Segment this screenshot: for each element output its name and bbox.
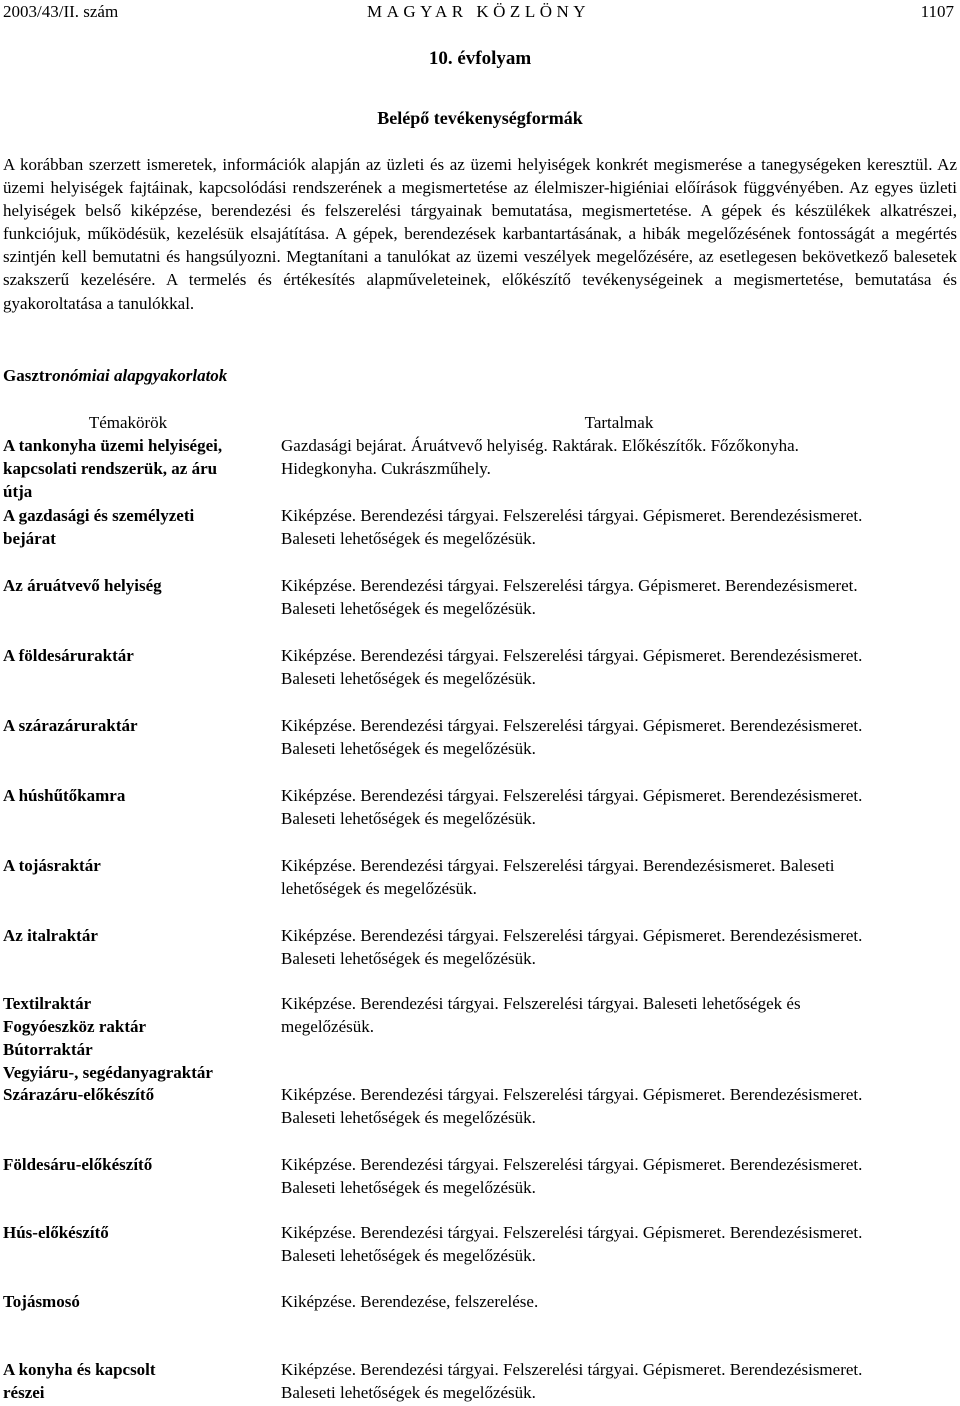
- column-header-contents: Tartalmak: [584, 413, 654, 432]
- content-line: megelőzésük.: [281, 1017, 374, 1036]
- topic-line: bejárat: [3, 529, 56, 548]
- row-content: [281, 1083, 957, 1129]
- row-content: [281, 784, 957, 830]
- row-topic: [3, 1153, 258, 1176]
- year-title: 10. évfolyam: [428, 48, 532, 69]
- content-line: Baleseti lehetőségek és megelőzésük.: [281, 1178, 536, 1197]
- row-content: [281, 992, 957, 1038]
- page-header: [3, 2, 954, 24]
- content-line: Kiképzése. Berendezési tárgyai. Felszerelési tárgyai. Gépismeret. Berendezésismeret.: [281, 1360, 863, 1379]
- row-content: [281, 504, 957, 550]
- row-content: [281, 854, 957, 900]
- topic-line: kapcsolati rendszerük, az áru: [3, 459, 218, 478]
- row-content: [281, 714, 957, 760]
- content-line: Kiképzése. Berendezési tárgyai. Felszerelési tárgyai. Gépismeret. Berendezésismeret.: [281, 1155, 863, 1174]
- row-topic: [3, 434, 258, 503]
- topic-line: Bútorraktár: [3, 1040, 93, 1059]
- topic-line: Tojásmosó: [3, 1292, 80, 1311]
- row-topic: [3, 1290, 258, 1313]
- content-line: Baleseti lehetőségek és megelőzésük.: [281, 529, 536, 548]
- topic-line: A földesáruraktár: [3, 646, 134, 665]
- content-line: Baleseti lehetőségek és megelőzésük.: [281, 1108, 536, 1127]
- content-line: Kiképzése. Berendezési tárgyai. Felszerelési tárgyai. Berendezésismeret. Baleseti: [281, 856, 835, 875]
- content-line: Baleseti lehetőségek és megelőzésük.: [281, 599, 536, 618]
- content-line: Hidegkonyha. Cukrászműhely.: [281, 459, 491, 478]
- row-topic: [3, 504, 258, 550]
- intro-paragraph: A korábban szerzett ismeretek, információk alapján az üzleti és az üzemi helyiségek konkrét megismerése a tanegységeken keresztül. Az üzemi helyiségek fajtáinak, kapcsolódási rendszerének a megismertetése az élelmiszer-higiéniai előírások függvényében. Az egyes üzleti helyiségek belső kiképzése, berendezési és felszerelési tárgyainak bemutatása, megismertetése. A gépek és készülékek alkatrészei, funkciójuk, működésük, kezelésük elsajátítása. A gépek, berendezések karbantartásának, a hibák megelőzésének fontosságát a megértés szintjén kell bemutatni és hangsúlyozni. Megtanítani a tanulókat az üzemi veszélyek megelőzésére, az esetlegesen bekövetkező balesetek szakszerű kezelésére. A termelés és értékesítés alapműveleteinek, előkészítő tevékenységeinek a megismertetése, bemutatása és gyakoroltatása a tanulókkal.: [3, 155, 957, 313]
- content-line: Baleseti lehetőségek és megelőzésük.: [281, 1246, 536, 1265]
- content-line: Kiképzése. Berendezési tárgyai. Felszerelési tárgyai. Gépismeret. Berendezésismeret.: [281, 506, 863, 525]
- row-content: [281, 434, 957, 480]
- content-line: Kiképzése. Berendezési tárgyai. Felszerelési tárgyai. Gépismeret. Berendezésismeret.: [281, 646, 863, 665]
- row-content: [281, 574, 957, 620]
- column-header-topics: Témakörök: [88, 413, 168, 432]
- content-line: Baleseti lehetőségek és megelőzésük.: [281, 669, 536, 688]
- journal-title: MAGYAR KÖZLÖNY: [366, 2, 591, 21]
- issue-number: 2003/43/II. szám: [3, 2, 119, 21]
- topic-line: Hús-előkészítő: [3, 1223, 109, 1242]
- topic-line: A tankonyha üzemi helyiségei,: [3, 436, 223, 455]
- topic-line: A húshűtőkamra: [3, 786, 126, 805]
- row-topic: [3, 1358, 258, 1404]
- row-content: [281, 924, 957, 970]
- page-number: 1107: [920, 2, 954, 21]
- content-line: Baleseti lehetőségek és megelőzésük.: [281, 739, 536, 758]
- row-topic: [3, 1221, 258, 1244]
- row-topic: [3, 1083, 258, 1106]
- row-topic: [3, 644, 258, 667]
- section-title-italic: onómiai alapgyakorlatok: [52, 366, 228, 385]
- topic-line: Fogyóeszköz raktár: [3, 1017, 147, 1036]
- topic-line: A szárazáruraktár: [3, 716, 138, 735]
- content-line: Kiképzése. Berendezési tárgyai. Felszerelési tárgyai. Gépismeret. Berendezésismeret.: [281, 926, 863, 945]
- topic-line: útja: [3, 482, 33, 501]
- content-line: lehetőségek és megelőzésük.: [281, 879, 477, 898]
- row-content: [281, 644, 957, 690]
- row-content: [281, 1153, 957, 1199]
- row-topic: [3, 574, 258, 597]
- row-topic: [3, 784, 258, 807]
- row-topic: [3, 924, 258, 947]
- content-line: Baleseti lehetőségek és megelőzésük.: [281, 1383, 536, 1402]
- topic-line: Vegyiáru-, segédanyagraktár: [3, 1063, 213, 1082]
- row-topic: [3, 714, 258, 737]
- content-line: Kiképzése. Berendezési tárgyai. Felszerelési tárgyai. Gépismeret. Berendezésismeret.: [281, 786, 863, 805]
- topic-line: Szárazáru-előkészítő: [3, 1085, 155, 1104]
- row-topic: [3, 854, 258, 877]
- topic-line: Az italraktár: [3, 926, 98, 945]
- row-content: [281, 1290, 957, 1313]
- section-subtitle: Belépő tevékenységformák: [377, 108, 583, 128]
- row-topic: [3, 992, 258, 1084]
- content-line: Baleseti lehetőségek és megelőzésük.: [281, 949, 536, 968]
- topic-line: A tojásraktár: [3, 856, 101, 875]
- topic-line: Az áruátvevő helyiség: [3, 576, 162, 595]
- topic-line: Textilraktár: [3, 994, 92, 1013]
- content-line: Kiképzése. Berendezése, felszerelése.: [281, 1292, 539, 1311]
- section-title: [3, 366, 227, 386]
- content-line: Kiképzése. Berendezési tárgyai. Felszerelési tárgyai. Gépismeret. Berendezésismeret.: [281, 716, 863, 735]
- content-line: Kiképzése. Berendezési tárgyai. Felszerelési tárgyai. Baleseti lehetőségek és: [281, 994, 801, 1013]
- topic-line: részei: [3, 1383, 45, 1402]
- content-line: Kiképzése. Berendezési tárgyai. Felszerelési tárgya. Gépismeret. Berendezésismeret.: [281, 576, 858, 595]
- section-title-regular: Gasztr: [3, 366, 53, 385]
- content-line: Gazdasági bejárat. Áruátvevő helyiség. Raktárak. Előkészítők. Főzőkonyha.: [281, 436, 799, 455]
- topic-line: A gazdasági és személyzeti: [3, 506, 195, 525]
- row-content: [281, 1358, 957, 1404]
- content-line: Kiképzése. Berendezési tárgyai. Felszerelési tárgyai. Gépismeret. Berendezésismeret.: [281, 1223, 863, 1242]
- topic-line: Földesáru-előkészítő: [3, 1155, 153, 1174]
- row-content: [281, 1221, 957, 1267]
- topic-line: A konyha és kapcsolt: [3, 1360, 156, 1379]
- content-line: Baleseti lehetőségek és megelőzésük.: [281, 809, 536, 828]
- content-line: Kiképzése. Berendezési tárgyai. Felszerelési tárgyai. Gépismeret. Berendezésismeret.: [281, 1085, 863, 1104]
